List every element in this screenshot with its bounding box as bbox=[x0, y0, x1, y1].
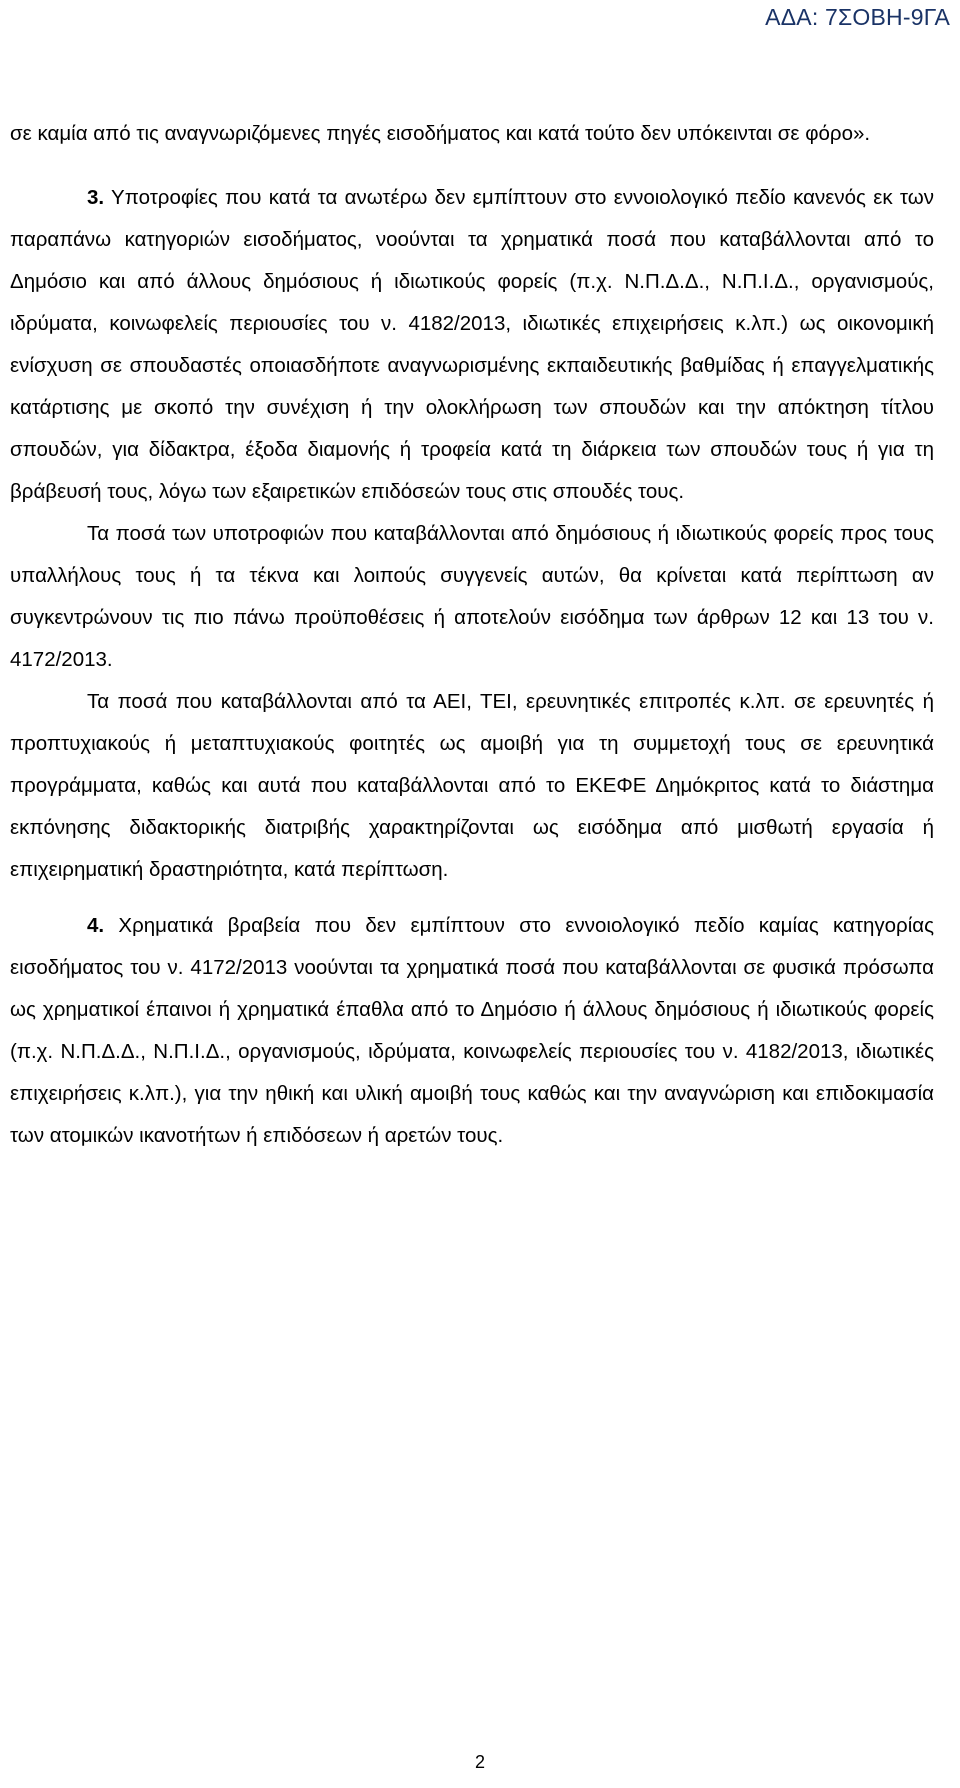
paragraph-section-3 bbox=[10, 177, 934, 513]
paragraph-continuation: σε καμία από τις αναγνωριζόμενες πηγές εισοδήματος και κατά τούτο δεν υπόκεινται σε φόρο». bbox=[10, 122, 871, 145]
ada-code-header: ΑΔΑ: 7ΣΟΒΗ-9ΓΑ bbox=[765, 4, 950, 30]
paragraph-section-4 bbox=[10, 905, 934, 1157]
section-4-text: Χρηματικά βραβεία που δεν εμπίπτουν στο εννοιολογικό πεδίο καμίας κατηγορίας εισοδήματος του ν. 4172/2013 νοούνται τα χρηματικά ποσά που καταβάλλονται σε φυσικά πρόσωπα ως χρηματικοί έπαινοι ή χρηματικά έπαθλα από το Δημόσιο ή άλλους δημόσιους ή ιδιωτικούς φορείς (π.χ. Ν.Π.Δ.Δ., Ν.Π.Ι.Δ., οργανισμούς, ιδρύματα, κοινωφελείς περιουσίες του ν. 4182/2013, ιδιωτικές επιχειρήσεις κ.λπ.), για την ηθική και υλική αμοιβή τους καθώς και την αναγνώριση και επιδοκιμασία των ατομικών ικανοτήτων ή επιδόσεων ή αρετών τους. bbox=[10, 914, 934, 1147]
document-body bbox=[10, 113, 934, 1157]
paragraph-scholarships-employees: Τα ποσά των υποτροφιών που καταβάλλονται από δημόσιους ή ιδιωτικούς φορείς προς τους υπαλλήλους τους ή τα τέκνα και λοιπούς συγγενείς αυτών, θα κρίνεται κατά περίπτωση αν συγκεντρώνουν τις πιο πάνω προϋποθέσεις ή αποτελούν εισόδημα των άρθρων 12 και 13 του ν. 4172/2013. bbox=[10, 522, 934, 671]
section-number-4: 4. bbox=[87, 914, 105, 937]
page-number: 2 bbox=[474, 1752, 485, 1772]
section-3-text: Υποτροφίες που κατά τα ανωτέρω δεν εμπίπτουν στο εννοιολογικό πεδίο κανενός εκ των παραπάνω κατηγοριών εισοδήματος, νοούνται τα χρηματικά ποσά που καταβάλλονται από το Δημόσιο και από άλλους δημόσιους ή ιδιωτικούς φορείς (π.χ. Ν.Π.Δ.Δ., Ν.Π.Ι.Δ., οργανισμούς, ιδρύματα, κοινωφελείς περιουσίες του ν. 4182/2013, ιδιωτικές επιχειρήσεις κ.λπ.) ως οικονομική ενίσχυση σε σπουδαστές οποιασδήποτε αναγνωρισμένης εκπαιδευτικής βαθμίδας ή επαγγελματικής κατάρτισης με σκοπό την συνέχιση ή την ολοκλήρωση των σπουδών και την απόκτηση τίτλου σπουδών, για δίδακτρα, έξοδα διαμονής ή τροφεία κατά τη διάρκεια των σπουδών τους ή για τη βράβευσή τους, λόγω των εξαιρετικών επιδόσεών τους στις σπουδές τους. bbox=[10, 186, 934, 503]
section-number-3: 3. bbox=[87, 186, 105, 209]
paragraph-research-payments: Τα ποσά που καταβάλλονται από τα ΑΕΙ, ΤΕΙ, ερευνητικές επιτροπές κ.λπ. σε ερευνητές ή προπτυχιακούς ή μεταπτυχιακούς φοιτητές ως αμοιβή για τη συμμετοχή τους σε ερευνητικά προγράμματα, καθώς και αυτά που καταβάλλονται από το ΕΚΕΦΕ Δημόκριτος κατά το διάστημα εκπόνησης διδακτορικής διατριβής χαρακτηρίζονται ως εισόδημα από μισθωτή εργασία ή επιχειρηματική δραστηριότητα, κατά περίπτωση. bbox=[10, 690, 934, 881]
